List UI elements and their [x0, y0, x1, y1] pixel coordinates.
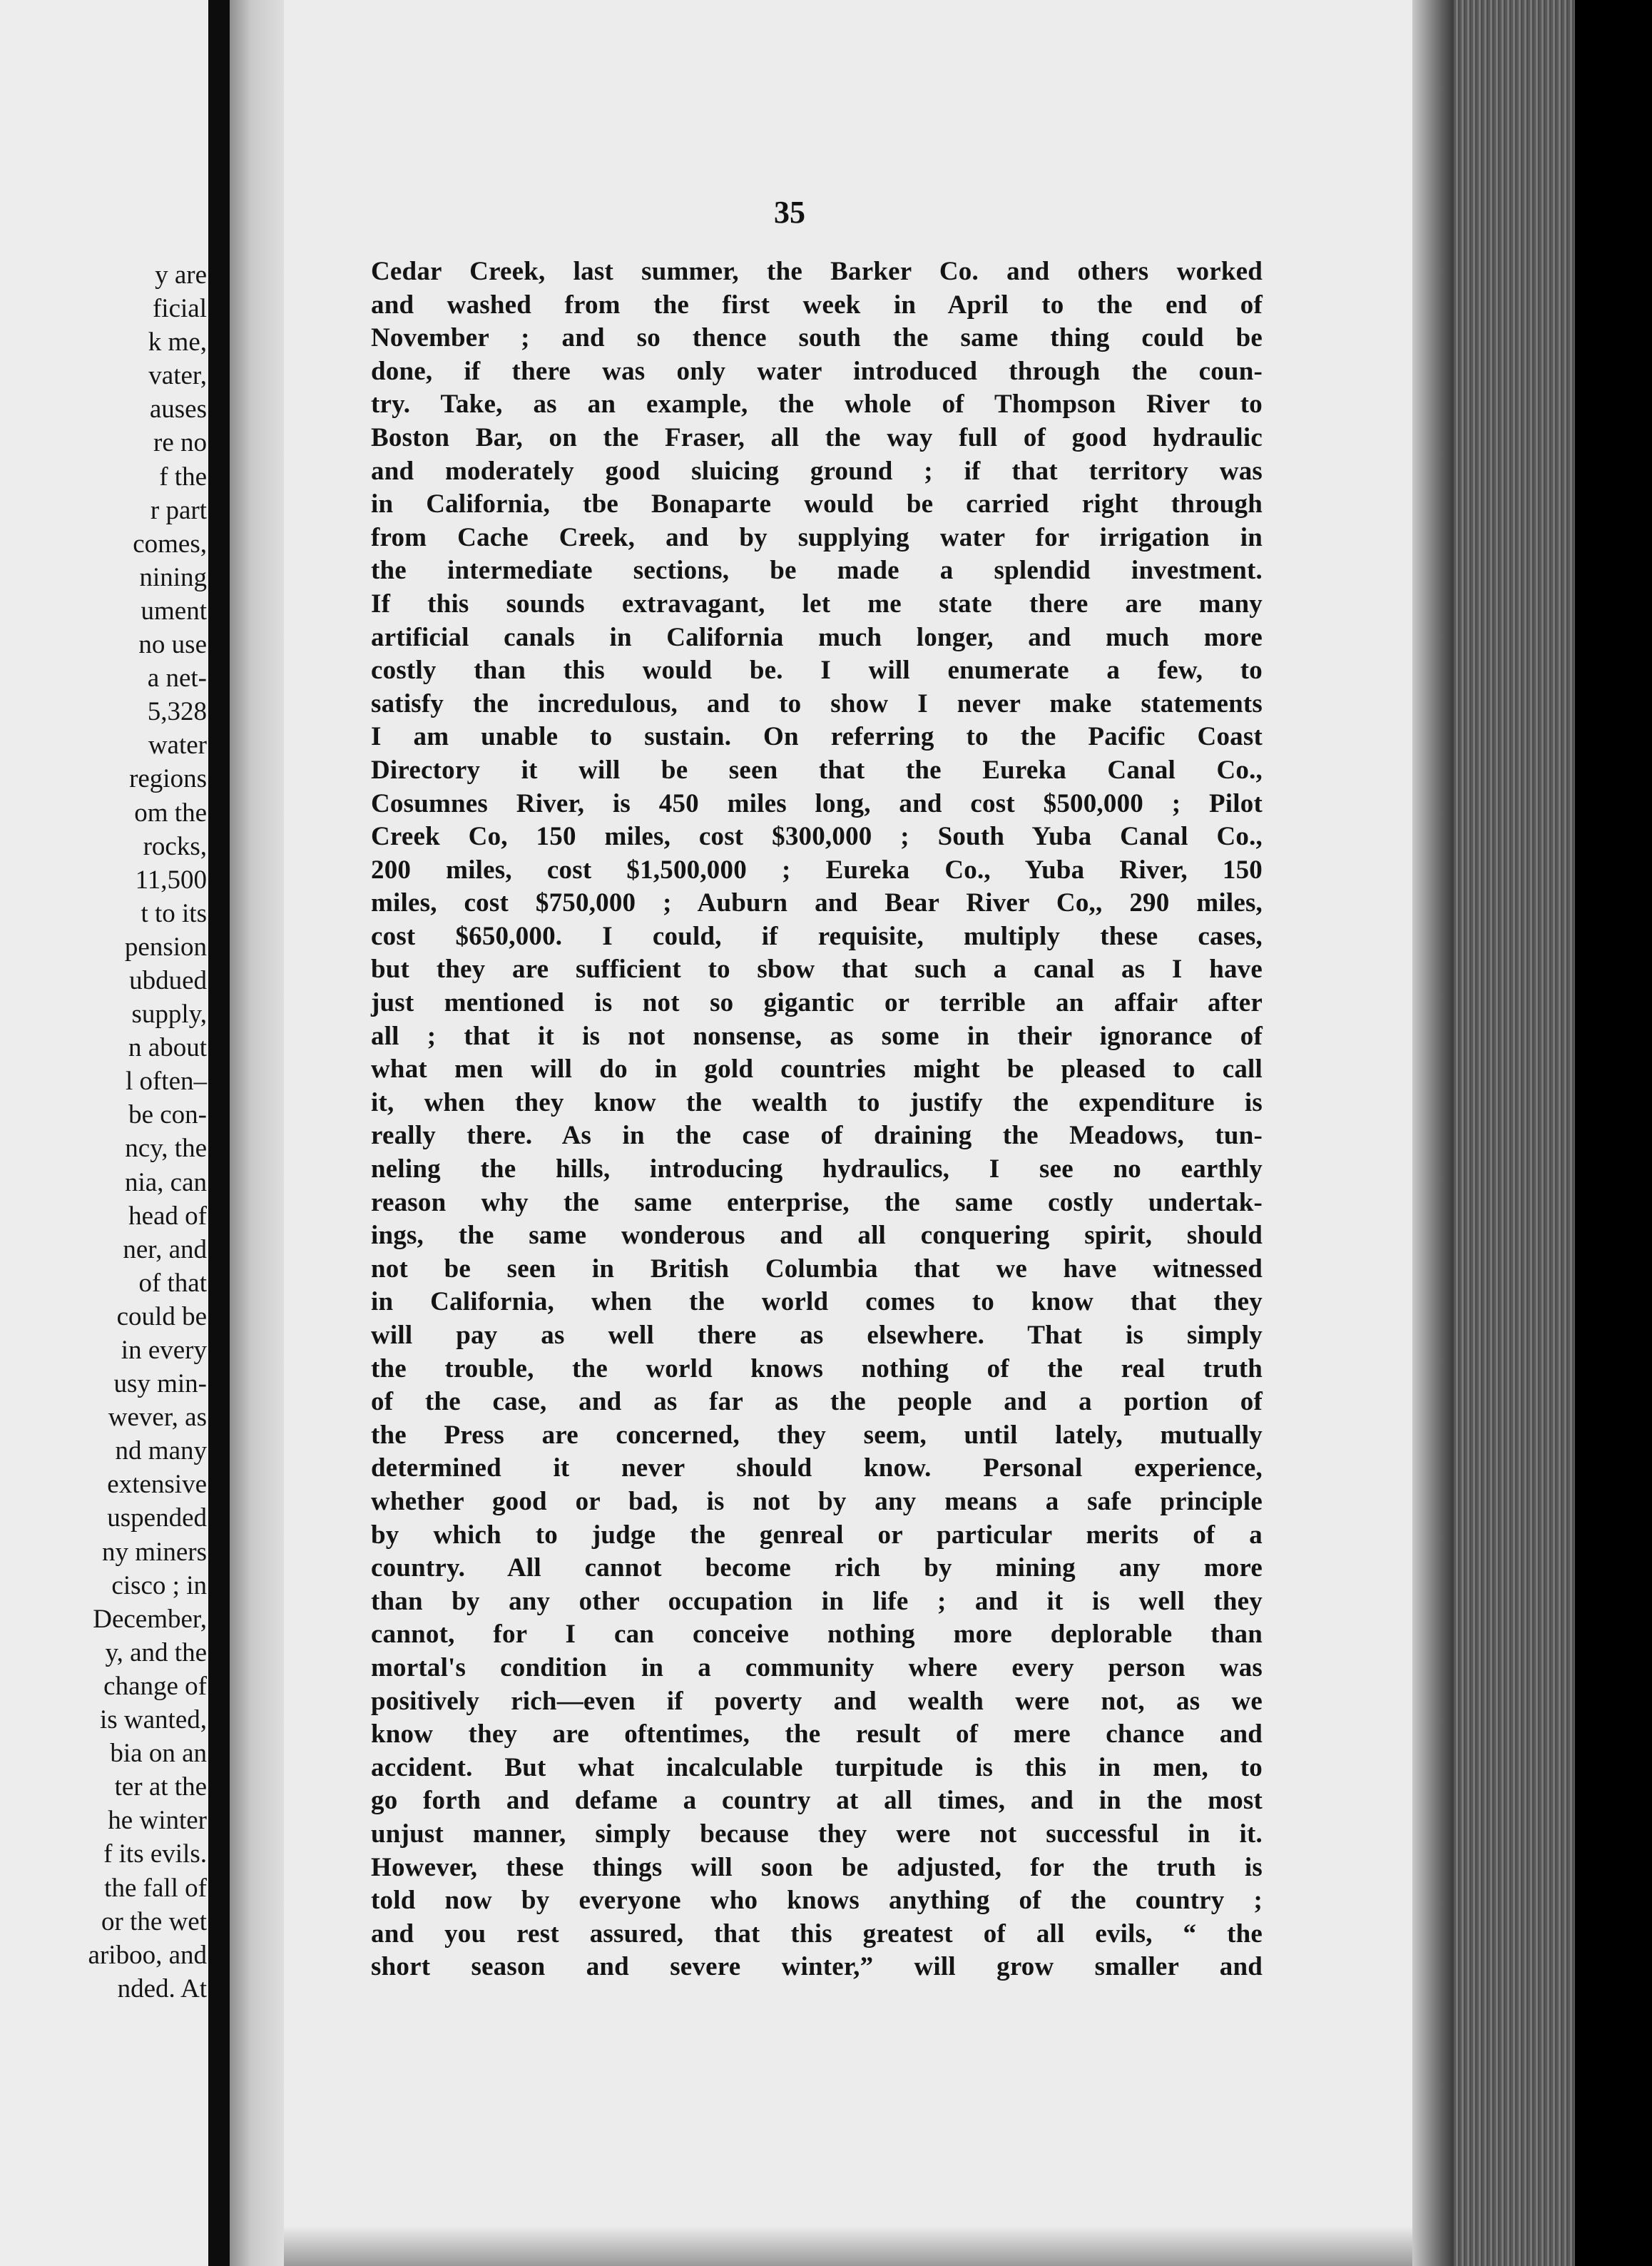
page-number: 35 [774, 195, 805, 230]
text-line: cost $650,000. I could, if requisite, multiply these cases, [371, 921, 1263, 951]
left-page-line: f its evils. [103, 1839, 207, 1869]
left-page-line: r part [150, 495, 207, 525]
text-line: and you rest assured, that this greatest of all evils, “ the [371, 1919, 1263, 1949]
text-line: Boston Bar, on the Fraser, all the way full of good hydraulic [371, 422, 1263, 452]
left-page-line: l often– [125, 1067, 207, 1097]
left-page-line: is wanted, [99, 1705, 207, 1735]
text-line: Cosumnes River, is 450 miles long, and cost $500,000 ; Pilot [371, 788, 1263, 818]
text-line: cannot, for I can conceive nothing more deplorable than [371, 1620, 1263, 1650]
left-page-line: the fall of [104, 1873, 207, 1903]
text-line: 200 miles, cost $1,500,000 ; Eureka Co., Yuba River, 150 [371, 855, 1263, 885]
left-page-line: comes, [133, 529, 207, 559]
text-line: but they are sufficient to sbow that such a canal as I have [371, 955, 1263, 985]
left-page-line: of that [138, 1268, 207, 1298]
left-page-line: change of [103, 1671, 207, 1701]
left-page-line: rocks, [143, 831, 207, 861]
text-line: determined it never should know. Personal experience, [371, 1453, 1263, 1483]
left-page-line: nining [139, 562, 207, 592]
left-page-line: could be [116, 1301, 207, 1331]
text-line: just mentioned is not so gigantic or terrible an affair after [371, 988, 1263, 1018]
left-page-line: December, [93, 1604, 207, 1634]
left-page-line: ument [141, 596, 207, 626]
left-page-line: 5,328 [147, 697, 207, 727]
left-page-line: ncy, the [125, 1134, 207, 1164]
page-bottom-shade [284, 2226, 1454, 2266]
text-line: told now by everyone who knows anything of the country ; [371, 1886, 1263, 1916]
left-page-line: ubdued [129, 965, 207, 995]
left-page-line: 11,500 [135, 865, 207, 895]
text-line: unjust manner, simply because they were not successful in it. [371, 1819, 1263, 1849]
left-page-line: no use [138, 630, 207, 660]
left-page-line: f the [159, 462, 207, 492]
text-line: I am unable to sustain. On referring to the Pacific Coast [371, 722, 1263, 752]
left-page-line: om the [134, 798, 207, 828]
gutter-shadow [208, 0, 230, 2266]
left-page-line: he winter [108, 1806, 207, 1836]
text-line: short season and severe winter,” will grow smaller and [371, 1952, 1263, 1982]
text-line: Directory it will be seen that the Eureka Canal Co., [371, 755, 1263, 785]
text-line: try. Take, as an example, the whole of Thompson River to [371, 390, 1263, 420]
left-page-line: k me, [148, 327, 207, 357]
background-right [1575, 0, 1652, 2266]
left-page-line: or the wet [101, 1906, 207, 1936]
left-page-line: vater, [148, 361, 207, 391]
text-line: not be seen in British Columbia that we have witnessed [371, 1254, 1263, 1284]
text-line: done, if there was only water introduced through the coun- [371, 356, 1263, 386]
left-page-line: uspended [107, 1503, 207, 1533]
text-line: country. All cannot become rich by mining any more [371, 1553, 1263, 1583]
text-line: November ; and so thence south the same thing could be [371, 323, 1263, 353]
text-line: all ; that it is not nonsense, as some in their ignorance of [371, 1021, 1263, 1051]
left-page-line: nia, can [124, 1167, 207, 1197]
text-line: by which to judge the genreal or particular merits of a [371, 1520, 1263, 1550]
left-page-line: ariboo, and [88, 1940, 207, 1970]
left-page-line: ny miners [102, 1537, 207, 1567]
left-page-line: regions [129, 764, 207, 794]
text-line: neling the hills, introducing hydraulics, I see no earthly [371, 1154, 1263, 1184]
text-line: artificial canals in California much longer, and much more [371, 622, 1263, 652]
left-page-line: in every [121, 1336, 207, 1365]
text-line: and moderately good sluicing ground ; if that territory was [371, 456, 1263, 486]
left-page-line: t to its [141, 898, 207, 928]
text-line: satisfy the incredulous, and to show I never make statements [371, 689, 1263, 718]
left-page-fragment [0, 0, 208, 2266]
left-page-line: re no [153, 428, 207, 458]
text-line: really there. As in the case of draining the Meadows, tun- [371, 1121, 1263, 1151]
left-page-line: be con- [128, 1100, 207, 1130]
text-line: it, when they know the wealth to justify the expenditure is [371, 1087, 1263, 1117]
text-line: than by any other occupation in life ; and it is well they [371, 1586, 1263, 1616]
page-stack-edges [1454, 0, 1575, 2266]
text-line: reason why the same enterprise, the same costly undertak- [371, 1187, 1263, 1217]
left-page-line: a net- [147, 664, 207, 693]
text-line: the Press are concerned, they seem, until lately, mutually [371, 1420, 1263, 1450]
text-line: know they are oftentimes, the result of mere chance and [371, 1719, 1263, 1749]
text-line: the trouble, the world knows nothing of the real truth [371, 1353, 1263, 1383]
gutter-fold [230, 0, 284, 2266]
left-page-line: extensive [107, 1470, 207, 1500]
text-line: and washed from the first week in April to the end of [371, 290, 1263, 320]
page-body-text [371, 255, 1263, 1984]
left-page-line: wever, as [108, 1403, 207, 1433]
text-line: miles, cost $750,000 ; Auburn and Bear River Co,, 290 miles, [371, 888, 1263, 918]
text-line: whether good or bad, is not by any means a safe principle [371, 1486, 1263, 1516]
page-edge-shadow [1412, 0, 1454, 2266]
left-page-line: water [148, 731, 207, 761]
left-page-line: usy min- [113, 1369, 207, 1399]
left-page-line: cisco ; in [111, 1570, 207, 1600]
left-page-line: head of [128, 1201, 207, 1231]
left-page-line: y, and the [105, 1637, 207, 1667]
text-line: will pay as well there as elsewhere. That is simply [371, 1321, 1263, 1350]
text-line: costly than this would be. I will enumerate a few, to [371, 656, 1263, 686]
text-line: Creek Co, 150 miles, cost $300,000 ; South Yuba Canal Co., [371, 822, 1263, 852]
text-line: If this sounds extravagant, let me state there are many [371, 589, 1263, 619]
text-line: accident. But what incalculable turpitude is this in men, to [371, 1752, 1263, 1782]
left-page-line: bia on an [110, 1739, 207, 1769]
left-page-line: ter at the [114, 1772, 207, 1802]
text-line: what men will do in gold countries might be pleased to call [371, 1055, 1263, 1084]
left-page-line: nd many [115, 1436, 207, 1466]
text-line: of the case, and as far as the people and a portion of [371, 1387, 1263, 1417]
left-page-line: pension [124, 932, 207, 962]
left-page-line: supply, [131, 1000, 207, 1030]
text-line: Cedar Creek, last summer, the Barker Co. and others worked [371, 257, 1263, 286]
text-line: from Cache Creek, and by supplying water for irrigation in [371, 522, 1263, 552]
left-page-line: ner, and [123, 1234, 207, 1264]
left-page-line: y are [155, 260, 207, 290]
text-line: ings, the same wonderous and all conquering spirit, should [371, 1221, 1263, 1251]
left-page-line: ficial [152, 294, 207, 324]
text-line: positively rich—even if poverty and wealth were not, as we [371, 1686, 1263, 1716]
text-line: in California, tbe Bonaparte would be carried right through [371, 489, 1263, 519]
left-page-line: nded. At [117, 1973, 207, 2003]
left-page-line: auses [149, 395, 207, 425]
text-line: go forth and defame a country at all times, and in the most [371, 1786, 1263, 1816]
text-line: mortal's condition in a community where every person was [371, 1652, 1263, 1682]
text-line: However, these things will soon be adjusted, for the truth is [371, 1852, 1263, 1882]
text-line: in California, when the world comes to know that they [371, 1287, 1263, 1317]
left-page-text [0, 258, 207, 2006]
text-line: the intermediate sections, be made a splendid investment. [371, 556, 1263, 586]
left-page-line: n about [128, 1033, 207, 1063]
